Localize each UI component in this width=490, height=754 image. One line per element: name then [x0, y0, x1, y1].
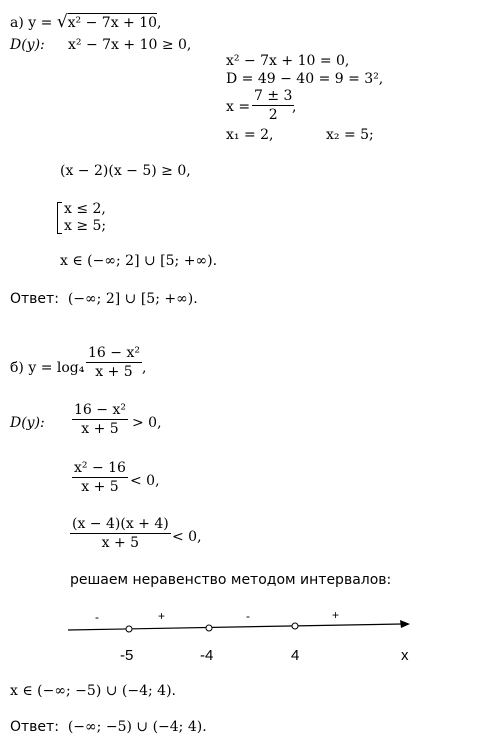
part-b-ineq3-rhs: < 0, — [172, 529, 202, 545]
sign-interval-4: + — [332, 608, 340, 622]
part-a-root-comma: , — [292, 99, 297, 115]
number-line-point-4 — [292, 623, 298, 629]
part-a-x1: x₁ = 2, — [226, 127, 274, 143]
part-b-func-fraction — [86, 346, 142, 379]
part-b-ineq2-rhs: < 0, — [130, 473, 160, 489]
number-line-point-neg4 — [206, 625, 212, 631]
part-a-root-lhs: x = — [226, 99, 251, 115]
part-b-domain-label: D(y): — [10, 415, 45, 431]
number-line-arrow — [400, 620, 410, 628]
number-line-axis — [68, 624, 402, 630]
part-a-system-1: x ≤ 2, — [64, 201, 106, 217]
part-a-answer-value: (−∞; 2] ∪ [5; +∞). — [67, 291, 198, 307]
part-b-ineq1-denominator: x + 5 — [81, 421, 119, 437]
part-b-answer-value: (−∞; −5) ∪ (−4; 4). — [67, 719, 207, 735]
number-line-point-neg5 — [126, 626, 132, 632]
part-b-ineq2-denominator: x + 5 — [81, 479, 119, 495]
part-a-equation: x² − 7x + 10 = 0, — [226, 53, 350, 69]
part-b-func-numerator: 16 − x² — [88, 345, 140, 361]
part-a-solution: x ∈ (−∞; 2] ∪ [5; +∞). — [60, 253, 218, 269]
part-b-method-text: решаем неравенство методом интервалов: — [70, 572, 392, 588]
part-b-answer-label: Ответ: — [10, 719, 59, 735]
part-b-ineq3-fraction — [70, 517, 171, 550]
point-label-neg5: -5 — [120, 647, 134, 664]
part-b-ineq1-numerator: 16 − x² — [74, 402, 126, 418]
part-a-answer — [10, 292, 198, 306]
part-b-ineq2-fraction — [72, 461, 128, 494]
point-label-neg4: -4 — [200, 647, 214, 664]
part-b-answer — [10, 720, 207, 734]
part-b-solution: x ∈ (−∞; −5) ∪ (−4; 4). — [10, 683, 176, 699]
part-a-function: а) y = √x² − 7x + 10, — [10, 12, 162, 32]
part-a-x2: x₂ = 5; — [326, 127, 374, 143]
part-a-func-suffix: , — [157, 15, 162, 31]
part-b-ineq3-denominator: x + 5 — [101, 535, 140, 551]
part-a-root-denominator: 2 — [268, 107, 278, 123]
part-b-ineq1-rhs: > 0, — [132, 415, 162, 431]
part-b-ineq3-numerator: (x − 4)(x + 4) — [72, 516, 169, 532]
part-a-discriminant: D = 49 − 40 = 9 = 3², — [226, 71, 384, 87]
part-a-system-2: x ≥ 5; — [64, 218, 107, 234]
part-a-root-fraction — [252, 88, 297, 123]
number-line — [0, 600, 490, 670]
part-a-root-numerator: 7 ± 3 — [254, 88, 293, 104]
part-b-func-comma: , — [142, 360, 147, 376]
part-a-factored: (x − 2)(x − 5) ≥ 0, — [60, 163, 191, 179]
sign-interval-2: + — [158, 609, 166, 623]
part-a-func-radicand: x² − 7x + 10 — [67, 15, 158, 31]
part-b-func-prefix: б) y = log₄ — [10, 360, 85, 376]
point-label-4: 4 — [291, 647, 300, 664]
part-b-func-denominator: x + 5 — [95, 364, 133, 380]
part-b-ineq2-numerator: x² − 16 — [74, 460, 126, 476]
part-a-func-prefix: а) y = — [10, 15, 57, 31]
part-b-ineq1-fraction — [72, 403, 128, 436]
part-a-domain-label: D(y): — [10, 37, 45, 53]
system-bracket — [57, 202, 62, 234]
sign-interval-3: - — [246, 609, 250, 623]
part-a-answer-label: Ответ: — [10, 291, 59, 307]
axis-label-x: x — [401, 647, 409, 664]
part-a-domain-condition: x² − 7x + 10 ≥ 0, — [68, 37, 192, 53]
sign-interval-1: - — [95, 610, 99, 624]
